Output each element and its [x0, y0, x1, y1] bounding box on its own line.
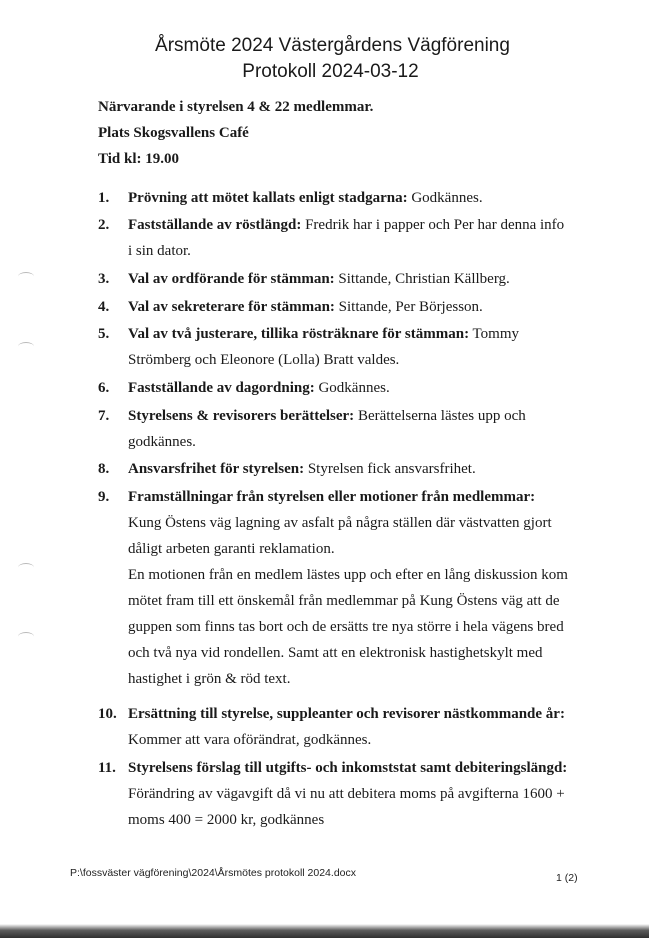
- document-subtitle: Protokoll 2024-03-12: [242, 61, 419, 82]
- item-number: 2.: [98, 217, 110, 233]
- item-number: 11.: [98, 760, 116, 776]
- item-heading: Val av ordförande för stämman:: [128, 271, 335, 287]
- scan-bottom-edge: [0, 924, 649, 938]
- agenda-item-10: [98, 701, 568, 753]
- attendance-line: Närvarande i styrelsen 4 & 22 medlemmar.: [98, 99, 374, 115]
- item-text: Godkännes.: [407, 190, 483, 206]
- agenda-item-4: [98, 294, 568, 320]
- item-text: Tommy Strömberg och Eleonore (Lolla) Bratt valdes.: [128, 326, 520, 368]
- document-title: Årsmöte 2024 Västergårdens Vägförening: [155, 35, 510, 56]
- agenda-item-5: [98, 321, 568, 373]
- agenda-item-3: [98, 266, 568, 292]
- agenda-item-11: [98, 755, 568, 833]
- footer-page-number: 1 (2): [556, 872, 578, 884]
- agenda-item-6: [98, 375, 568, 401]
- item-number: 10.: [98, 706, 117, 722]
- agenda-item-7: [98, 403, 568, 455]
- item-text: Kommer att vara oförändrat, godkännes.: [128, 732, 372, 748]
- punch-hole-mark: [18, 272, 34, 281]
- item-number: 1.: [98, 190, 110, 206]
- item-number: 3.: [98, 271, 110, 287]
- footer-file-path: P:\fossväster vägförening\2024\Årsmötes protokoll 2024.docx: [70, 867, 356, 879]
- item-number: 4.: [98, 299, 110, 315]
- item-text: Godkännes.: [314, 380, 390, 396]
- agenda-item-9: [98, 484, 568, 692]
- time-line: Tid kl: 19.00: [98, 151, 179, 167]
- agenda-item-2: [98, 212, 568, 264]
- agenda-item-8: [98, 456, 568, 482]
- item-number: 6.: [98, 380, 110, 396]
- item-number: 5.: [98, 326, 110, 342]
- item-heading: Fastställande av dagordning:: [128, 380, 315, 396]
- punch-hole-mark: [18, 632, 34, 641]
- item-heading: Ansvarsfrihet för styrelsen:: [128, 461, 305, 477]
- agenda-item-1: [98, 185, 568, 211]
- item-text: Fredrik har i papper och Per har denna info i sin dator.: [128, 217, 565, 259]
- item-paragraph-1: Kung Östens väg lagning av asfalt på några ställen där västvatten gjort dåligt arbeten garanti reklamation.: [128, 515, 552, 557]
- item-heading: Val av sekreterare för stämman:: [128, 299, 335, 315]
- item-text: Sittande, Christian Källberg.: [334, 271, 510, 287]
- item-number: 9.: [98, 489, 110, 505]
- item-heading: Styrelsens förslag till utgifts- och inkomststat samt debiteringslängd:: [128, 760, 568, 776]
- item-text: Sittande, Per Börjesson.: [334, 299, 483, 315]
- item-heading: Fastställande av röstlängd:: [128, 217, 302, 233]
- item-number: 8.: [98, 461, 110, 477]
- item-text: Styrelsen fick ansvarsfrihet.: [304, 461, 476, 477]
- item-heading: Ersättning till styrelse, suppleanter och revisorer nästkommande år:: [128, 706, 565, 722]
- punch-hole-mark: [18, 563, 34, 572]
- item-text: Berättelserna lästes upp och godkännes.: [128, 408, 526, 450]
- place-line: Plats Skogsvallens Café: [98, 125, 249, 141]
- item-heading: Prövning att mötet kallats enligt stadgarna:: [128, 190, 408, 206]
- punch-hole-mark: [18, 342, 34, 351]
- item-heading: Val av två justerare, tillika rösträknare för stämman:: [128, 326, 470, 342]
- item-heading: Styrelsens & revisorers berättelser:: [128, 408, 355, 424]
- item-heading: Framställningar från styrelsen eller motioner från medlemmar:: [128, 489, 536, 505]
- item-paragraph-2: En motionen från en medlem lästes upp och efter en lång diskussion kom mötet fram till ett önskemål från medlemmar på Kung Östens väg att de guppen som finns tas bort och de ersätts tre nya större i hela vägens bred och två nya vid rondellen. Samt att en elektronisk hastighetskylt med hastighet i grön & röd text.: [128, 567, 568, 687]
- item-text: Förändring av vägavgift då vi nu att debitera moms på avgifterna 1600 + moms 400 = 2000 kr, godkännes: [128, 786, 565, 828]
- item-number: 7.: [98, 408, 110, 424]
